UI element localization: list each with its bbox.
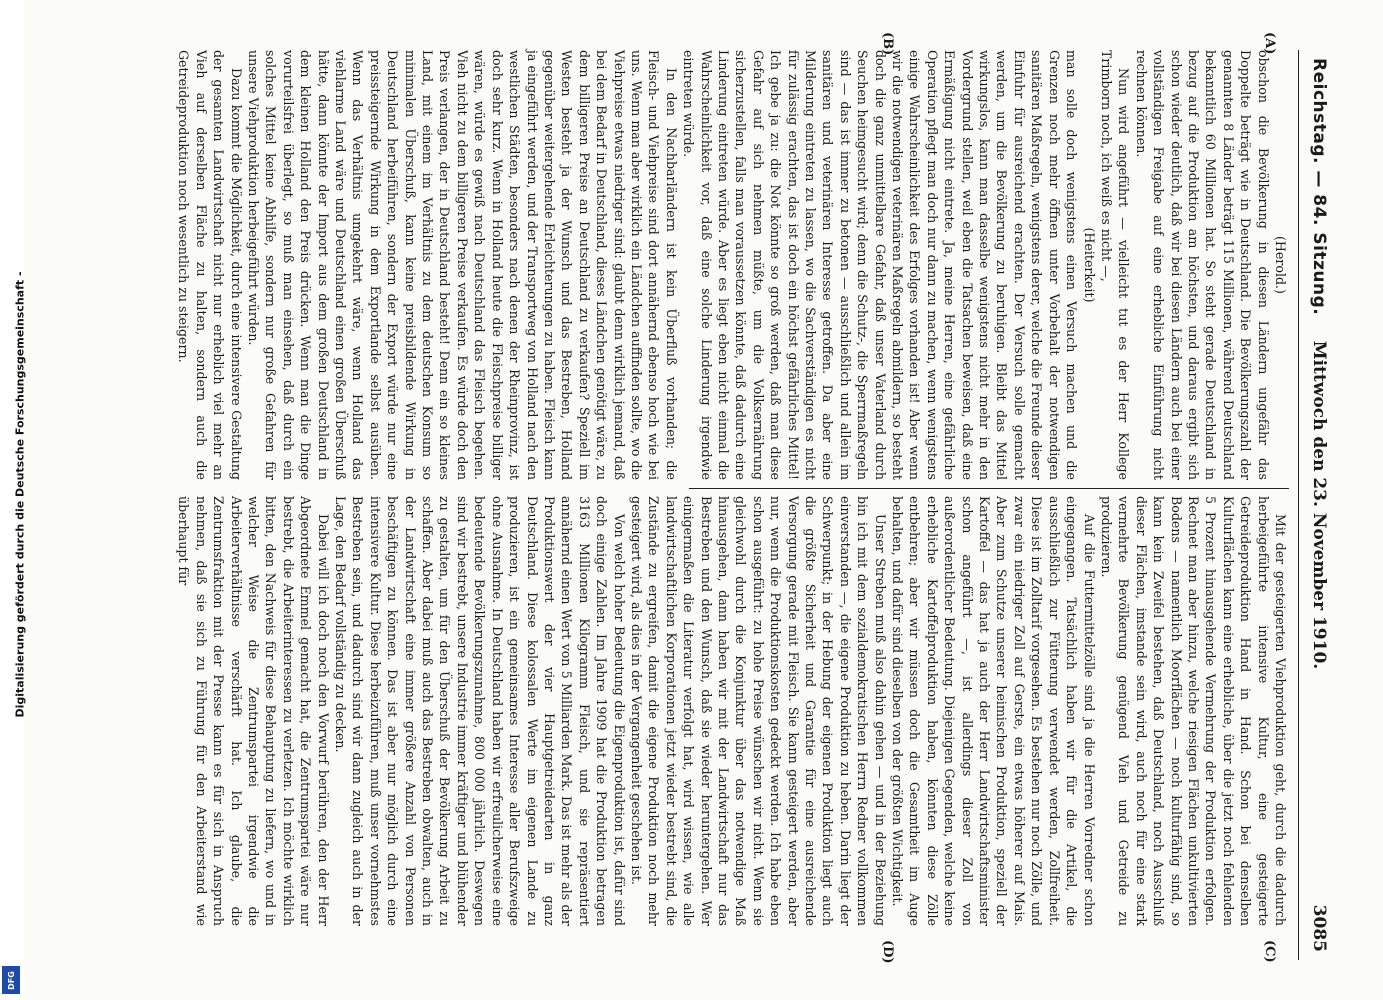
header-rule	[1298, 50, 1299, 960]
footer-strip	[0, 0, 27, 1000]
margin-marker-a: (A)	[1262, 32, 1277, 55]
header-session: Reichstag. — 84. Sitzung.	[1309, 58, 1329, 316]
page-content-rotated	[80, 32, 1335, 970]
margin-marker-c: (C)	[1262, 940, 1277, 963]
paragraph: Mit der gesteigerten Viehproduktion geht, durch die dadurch herbeigeführte intensive Kultur, eine gesteigerte Getreideproduktion Hand in Hand. Schon bei denselben Kulturflächen kann eine erhebliche, über die jetzt noch fehlenden 5 Prozent hinausgehende Vermehrung der Produktion erfolgen. Rechnet man aber hinzu, welche riesigen Flächen unkultivierten Bodens — namentlich Moorflächen — noch kulturfähig sind, so kann kein Zweifel bestehen, daß Deutschland, noch Ausschluß dieser Flächen, imstande sein wird, auch noch für eine stark vermehrte Bevölkerung genügend Vieh und Getreide zu produzieren.	[1098, 496, 1288, 926]
funding-note: Digitalisierung gefördert durch die Deutsche Forschungsgemeinschaft -	[13, 271, 27, 718]
paragraph: Nun wird angeführt — vielleicht tut es der Herr Kollege Trimborn noch, ich weiß es nicht —,	[1098, 50, 1132, 480]
paragraph: Dabei will ich doch noch den Vorwurf berühren, den der Herr Abgeordnete Emmel gemacht hat, die Zentrumspartei wäre nur bestrebt, die Arbeiterinteressen zu verletzen. Ich möchte wirklich bitten, den Nachweis für diese Behauptung zu liefern, wo und in welcher Weise die Zentrumspartei irgendwie die Arbeiterverhältnisse verschärft hat. Ich glaube, die Zentrumsfraktion mit der Presse kann es für sich in Anspruch nehmen, daß sie sich zu Führung für den Arbeiterstand wie überhaupt für	[176, 496, 331, 926]
header-date: Mittwoch den 23. November 1910.	[1309, 340, 1329, 670]
paragraph: Dazu kommt die Möglichkeit, durch eine intensivere Gestaltung der gesamten Landwirtschaft nicht nur erheblich viel mehr an Vieh auf derselben Fläche zu halten, sondern auch die Getreideproduktion noch wesentlich zu steigern.	[176, 50, 244, 480]
page-header	[1301, 40, 1335, 970]
interjection: (Heiterkeit)	[1081, 227, 1097, 303]
paragraph: obschon die Bevölkerung in diesen Ländern ungefähr das Doppelte beträgt wie in Deutschland. Die Bevölkerungszahl der genannten 8 Länder beträgt 115 Millionen, während Deutschland bekanntlich 60 Millionen hat. So steht gerade Deutschland in bezug auf die Produktion am höchsten, und daraus ergibt sich schon wieder deutlich, daß wir bei diesen Ländern auch bei einer vollständigen Freigabe auf eine erhebliche Einführung nicht rechnen können.	[1133, 50, 1271, 480]
text-column-left	[176, 50, 1289, 480]
dfg-logo	[2, 966, 20, 994]
dfg-logo-text: DFG	[6, 970, 16, 990]
column-divider	[689, 488, 1289, 489]
paragraph: Von welch hoher Bedeutung die Eigenproduktion ist, dafür sind doch einige Zahlen. Im Jahre 1909 hat die Produktion betragen 3163 Millionen Kilogramm Fleisch, und sie repräsentiert annähernd einen Wert von 5 Milliarden Mark. Das ist mehr als der Produktionswert der vier Hauptgetreidearten in ganz Deutschland. Diese kolossalen Werte im eigenen Lande zu produzieren, ist ein gemeinsames Interesse aller Berufszweige ohne Ausnahme. In Deutschland haben wir erfreulicherweise eine bedeutende Bevölkerungszunahme, 800 000 jährlich. Deswegen sind wir bestrebt, unsere Industrie immer kräftiger und blühender zu gestalten, um für den Überschuß der Bevölkerung Arbeit zu schaffen. Aber dabei muß auch das Bestreben obwalten, auch in der Landwirtschaft eine immer größere Anzahl von Personen beschäftigen zu können. Das ist aber nur möglich durch eine intensivere Kultur. Diese herbeizuführen, muß unser vornehmstes Bestreben sein, und dadurch sind wir dann zugleich auch in der Lage, den Bedarf vollständig zu decken.	[333, 496, 627, 926]
page-number: 3085	[1309, 904, 1329, 952]
margin-marker-b: (B)	[880, 32, 895, 56]
speaker-label: (Herold.)	[1273, 236, 1288, 294]
paragraph: man solle doch wenigstens einen Versuch machen und die Grenzen noch mehr öffnen unter Vorbehalt der notwendigen sanitären Maßregeln, wenigstens derer, welche die Freunde dieser Einfuhr für ausreichend erachten. Der Versuch solle gemacht werden, um die Bevölkerung zu beruhigen. Bleibt das Mittel wirkungslos, kann man dasselbe wenigstens nicht mehr in den Vordergrund stellen, weil eben die Tatsachen beweisen, daß eine Ermäßigung nicht eintrete. Ja, meine Herren, eine gefährliche Operation pflegt man doch nur dann zu machen, wenn wenigstens einige Wahrscheinlichkeit des Erfolges vorhanden ist! Aber wenn wir die notwendigen veterinären Maßregeln abmildern, so besteht doch die ganz unmittelbare Gefahr, daß unser Vaterland durch Seuchen heimgesucht wird; denn die Schutz-, die Sperrmaßregeln sind — das ist immer zu betonen — ausschließlich und allein im sanitären und veterinären Interesse getroffen. Da aber eine Milderung eintreten zu lassen, wo die Sachverständigen es nicht für zulässig erachten, das ist doch ein höchst gefährliches Mittel! Ich gebe ja zu: die Not könnte so groß werden, daß man diese Gefahr auf sich nehmen müßte, um die Volksernährung sicherzustellen, falls man voraussetzen könnte, daß dadurch eine Linderung eintreten würde. Aber es liegt eben nicht einmal die Wahrscheinlichkeit vor, daß eine solche Linderung irgendwie eintreten würde.	[681, 50, 1080, 480]
paragraph: Unser Streben muß also dahin gehen — und in der Beziehung bin ich mit dem sozialdemokratischen Herrn Redner vollkommen einverstanden —, die eigene Produktion zu heben. Darin liegt der Schwerpunkt; in der Hebung der eigenen Produktion liegt auch die größte Sicherheit und Garantie für eine ausreichende Versorgung gerade mit Fleisch. Sie kann gesteigert werden, aber nur, wenn die Produktionskosten gedeckt werden. Ich habe eben schon ausgeführt: zu hohe Preise wünschen wir nicht. Wenn sie gleichwohl durch die Konjunktur über das notwendige Maß hinausgehen, dann haben wir mit der Landwirtschaft nur das Bestreben und den Wunsch, daß sie wieder heruntergehen. Wer einigermaßen die Literatur verfolgt hat, wird wissen, wie alle landwirtschaftlichen Korporationen jetzt wieder bestrebt sind, die Zustände zu ergreifen, damit die eigene Produktion noch mehr gesteigert wird, als dies in der Vergangenheit geschehen ist.	[628, 496, 888, 926]
paragraph: In den Nachbarländern ist kein Überfluß vorhanden; die Fleisch- und Viehpreise sind dort annähernd ebenso hoch wie bei uns. Wenn man aber wirklich ein Ländchen auffinden sollte, wo die Viehpreise etwas niedriger sind: glaubt denn wirklich jemand, daß bei dem Bedarf in Deutschland, dieses Ländchen genötigt wäre, zu dem billigeren Preise an Deutschland zu verkaufen? Speziell im Westen besteht ja der Wunsch und das Bestreben, Holland gegenüber weitergehende Erleichterungen zu haben. Fleisch kann ja eingeführt werden, und der Transportweg von Holland nach den westlichen Städten, besonders nach denen der Rheinprovinz, ist doch sehr kurz. Wenn in Holland heute die Fleischpreise billiger wären, würde es gewiß nach Deutschland das Fleisch begehen. Vieh nicht zu dem billigeren Preise verkaufen. Es würde doch den Preis verlangen, der in Deutschland besteht! Denn ein so kleines Land, mit einem im Verhältnis zu dem deutschen Konsum so minimalen Überschuß, kann keine preisbildende Wirkung in Deutschland herbeiführen, sondern der Export würde nur eine preissteigernde Wirkung in dem Exportlande selbst ausüben. Wenn das Verhältnis umgekehrt wäre, wenn Holland das viehlarme Land wäre und Deutschland einen großen Überschuß hätte, dann könnte der Import aus dem großen Deutschland in dem kleinen Holland den Preis drücken. Wenn man die Dinge vorurteilsfrei überlegt, so muß man einsehen, daß durch ein solches Mittel keine Abhilfe, sondern nur große Gefahren für unsere Viehproduktion herbeigeführt würden.	[246, 50, 679, 480]
margin-marker-d: (D)	[880, 940, 895, 964]
paragraph: Auf die Futtermittelzölle sind ja die Herren Vorredner schon eingegangen. Tatsächlich haben wir für die Artikel, die ausschließlich zur Fütterung verwendet werden, Zollfreiheit. Diese ist im Zolltarif vorgesehen. Es bestehen nur noch Zölle, und zwar ein niedriger Zoll auf Gerste, ein etwas höherer auf Mais. Aber zum Schutze unserer heimischen Produktion, speziell der Kartoffel — das hat ja auch der Herr Landwirtschaftsminister schon angeführt —, ist allerdings dieser Zoll von außerordentlicher Bedeutung. Diejenigen Gegenden, welche keine erhebliche Kartoffelproduktion haben, könnten diese Zölle entbehren; aber wir müssen doch die Gesamtheit im Auge behalten, und dafür sind dieselben von der größten Wichtigkeit.	[890, 496, 1097, 926]
text-column-right	[176, 496, 1289, 926]
